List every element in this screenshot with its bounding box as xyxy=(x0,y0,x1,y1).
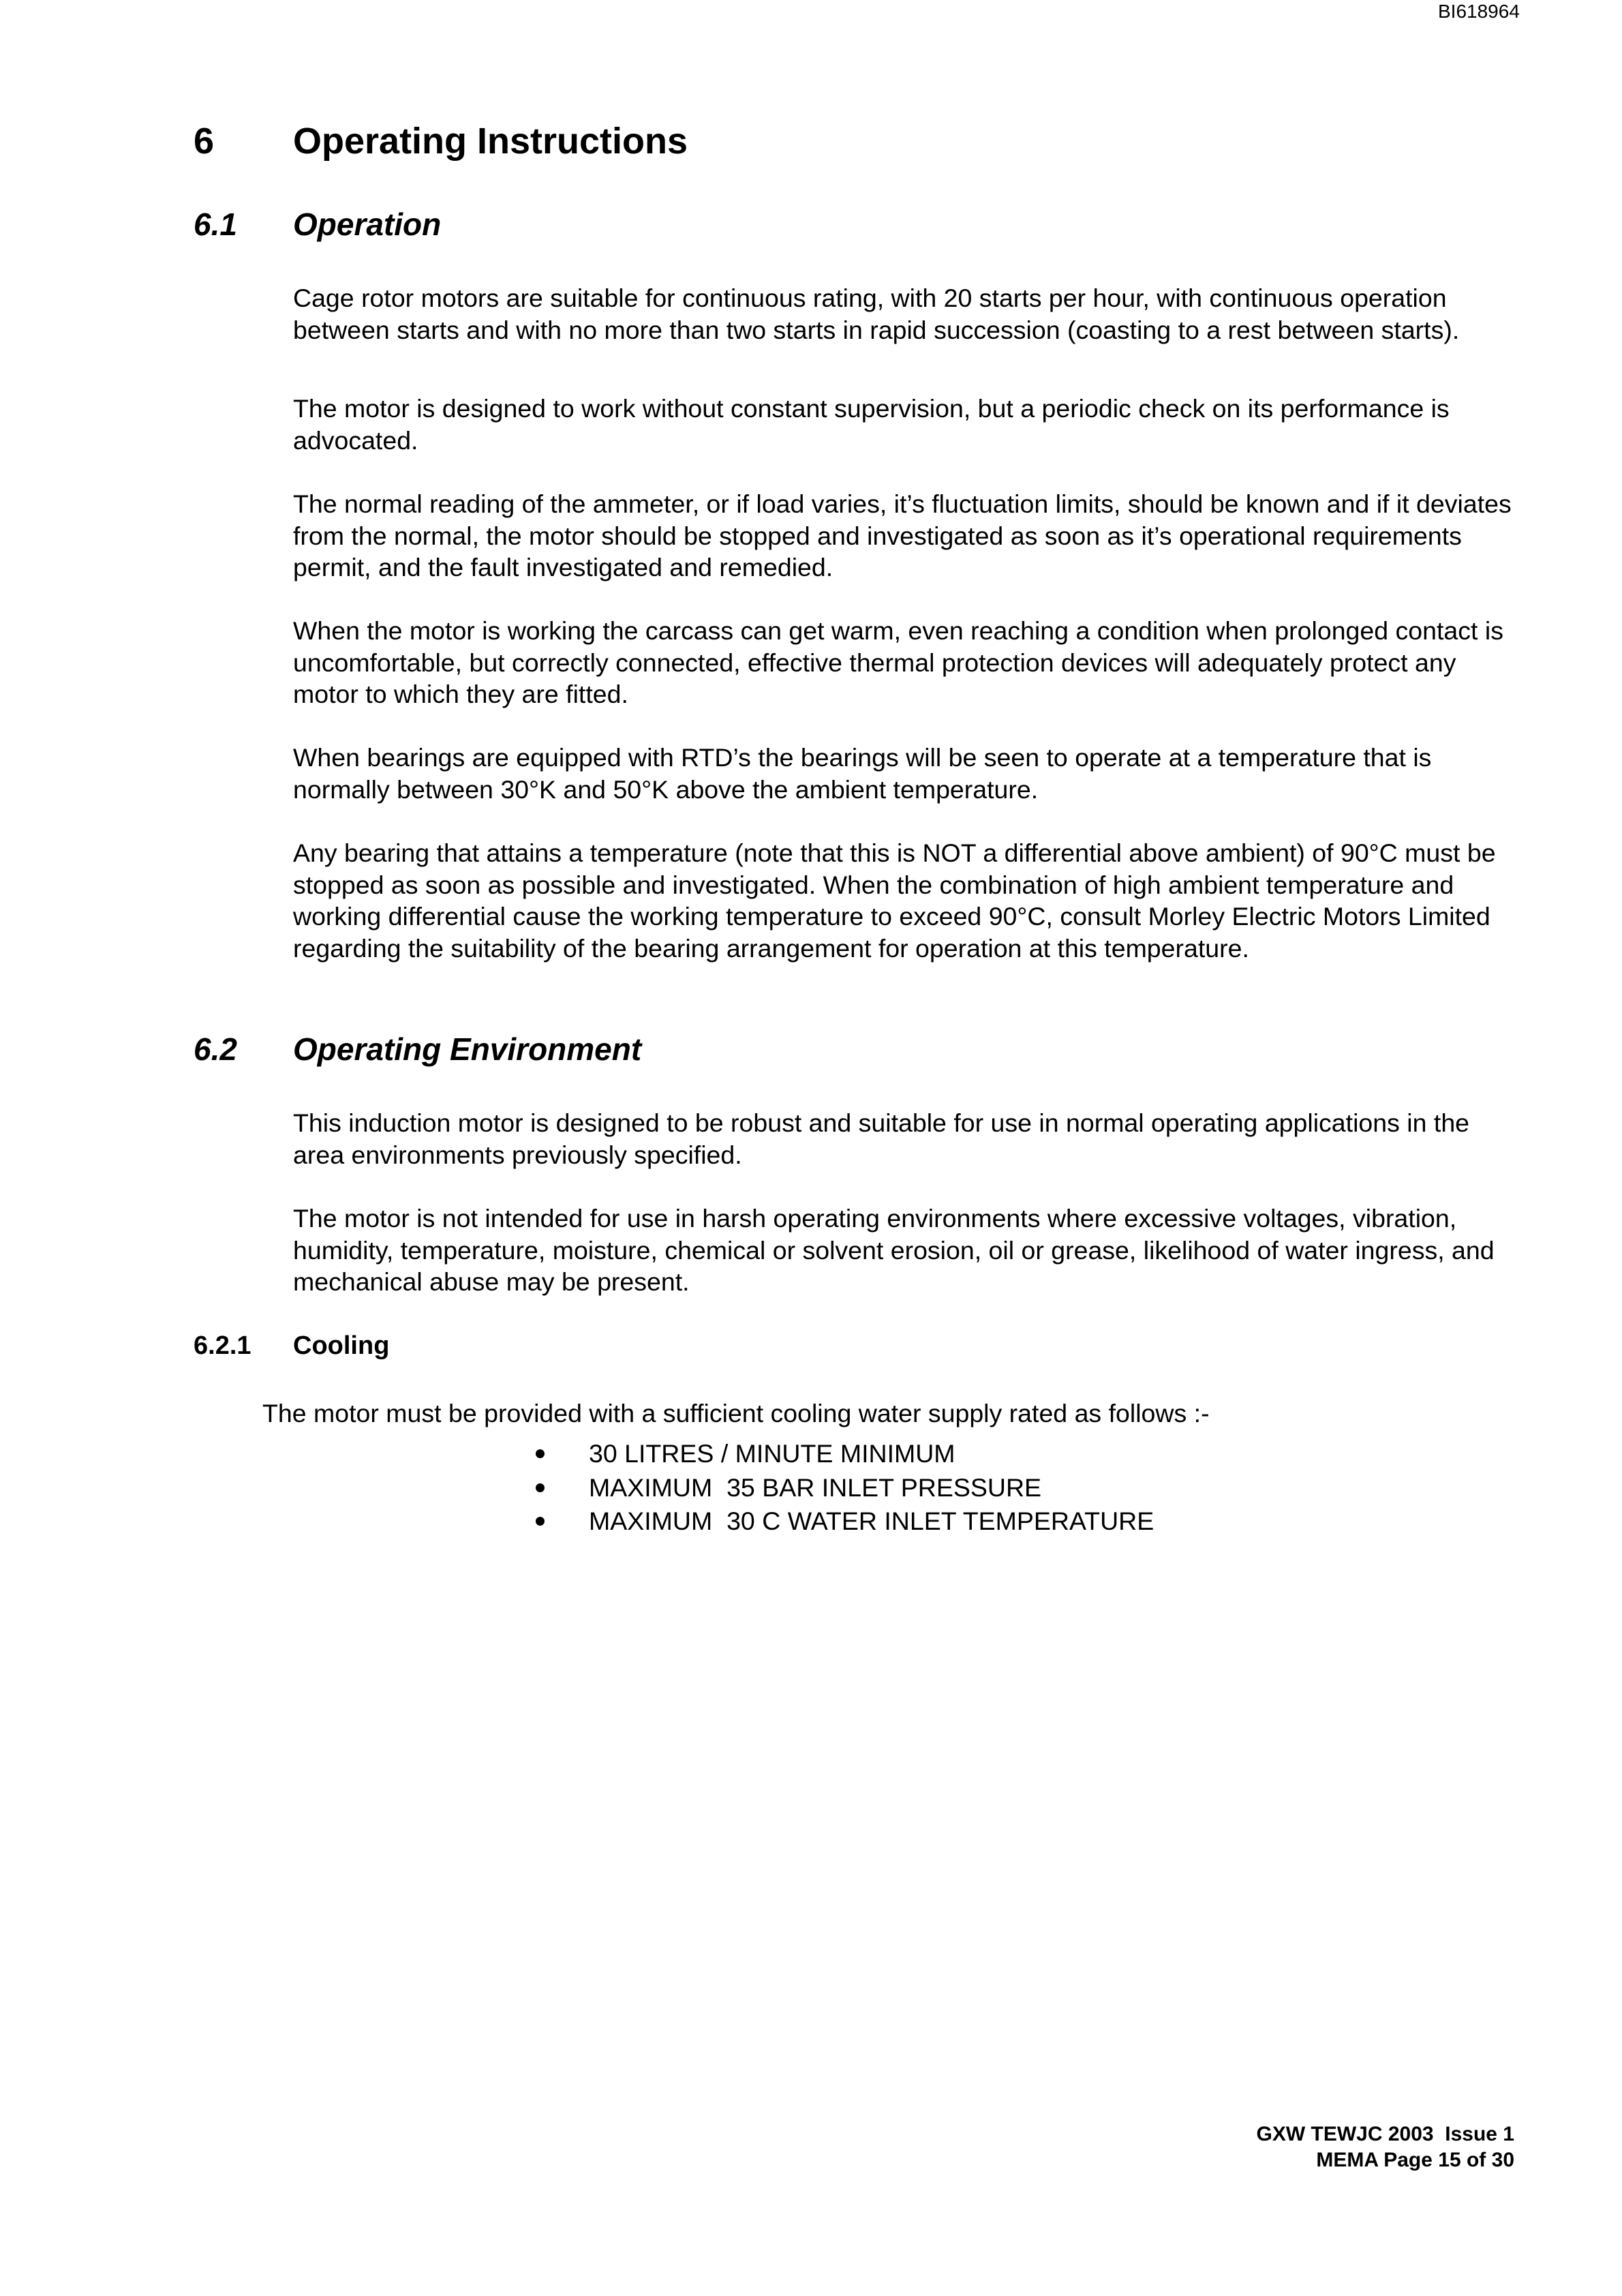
subsection-title: Operation xyxy=(293,207,442,242)
paragraph: Cage rotor motors are suitable for continuous rating, with 20 starts per hour, with continuous operation between starts and with no more than two starts in rapid succession (coasting to a rest between starts). xyxy=(293,284,1460,344)
list-item-text: MAXIMUM 30 C WATER INLET TEMPERATURE xyxy=(589,1507,1154,1535)
bullet-icon xyxy=(536,1449,545,1458)
footer-doc-ref: GXW TEWJC 2003 Issue 1 xyxy=(1256,2123,1514,2145)
paragraph: When bearings are equipped with RTD’s the bearings will be seen to operate at a temperature that is normally between 30°K and 50°K above the ambient temperature. xyxy=(293,743,1432,804)
cooling-requirements-list xyxy=(536,1437,1154,1539)
subsection-number: 6.2 xyxy=(194,1031,237,1067)
list-item xyxy=(536,1471,1154,1505)
paragraph: This induction motor is designed to be robust and suitable for use in normal operating applications in the area environments previously specified. xyxy=(293,1108,1470,1169)
cooling-intro: The motor must be provided with a sufficient cooling water supply rated as follows :- xyxy=(262,1399,1210,1428)
subsubsection-number: 6.2.1 xyxy=(194,1331,251,1360)
subsubsection-title: Cooling xyxy=(293,1331,390,1360)
paragraph: The motor is designed to work without constant supervision, but a periodic check on its performance is advocated. xyxy=(293,394,1450,455)
paragraph: The normal reading of the ammeter, or if load varies, it’s fluctuation limits, should be known and if it deviates from the normal, the motor should be stopped and investigated as soon as it’s operational requirements permit, and the fault investigated and remedied. xyxy=(293,489,1512,581)
bullet-icon xyxy=(536,1517,545,1526)
paragraph: When the motor is working the carcass can get warm, even reaching a condition when prolonged contact is uncomfortable, but correctly connected, effective thermal protection devices will adequately protect any motor to which they are fitted. xyxy=(293,616,1503,708)
subsection-title: Operating Environment xyxy=(293,1031,642,1067)
list-item xyxy=(536,1437,1154,1471)
list-item-text: MAXIMUM 35 BAR INLET PRESSURE xyxy=(589,1472,1042,1502)
document-id: BI618964 xyxy=(1438,1,1520,22)
subsection-number: 6.1 xyxy=(194,207,237,242)
bullet-icon xyxy=(536,1483,545,1492)
page-footer xyxy=(1257,2121,1514,2173)
section-number: 6 xyxy=(194,121,215,162)
paragraph: The motor is not intended for use in harsh operating environments where excessive voltages, vibration, humidity, temperature, moisture, chemical or solvent erosion, oil or grease, likelihood of water ingress, and mechanical abuse may be present. xyxy=(293,1204,1495,1296)
footer-page-number: MEMA Page 15 of 30 xyxy=(1316,2149,1514,2171)
list-item xyxy=(536,1505,1154,1539)
paragraph: Any bearing that attains a temperature (note that this is NOT a differential above ambient) of 90°C must be stopped as soon as possible and investigated. When the combination of high ambient temperature and working differential cause the working temperature to exceed 90°C, consult Morley Electric Motors Limited regarding the suitability of the bearing arrangement for operation at this temperature. xyxy=(293,839,1496,963)
section-title: Operating Instructions xyxy=(293,121,688,162)
list-item-text: 30 LITRES / MINUTE MINIMUM xyxy=(589,1439,955,1468)
